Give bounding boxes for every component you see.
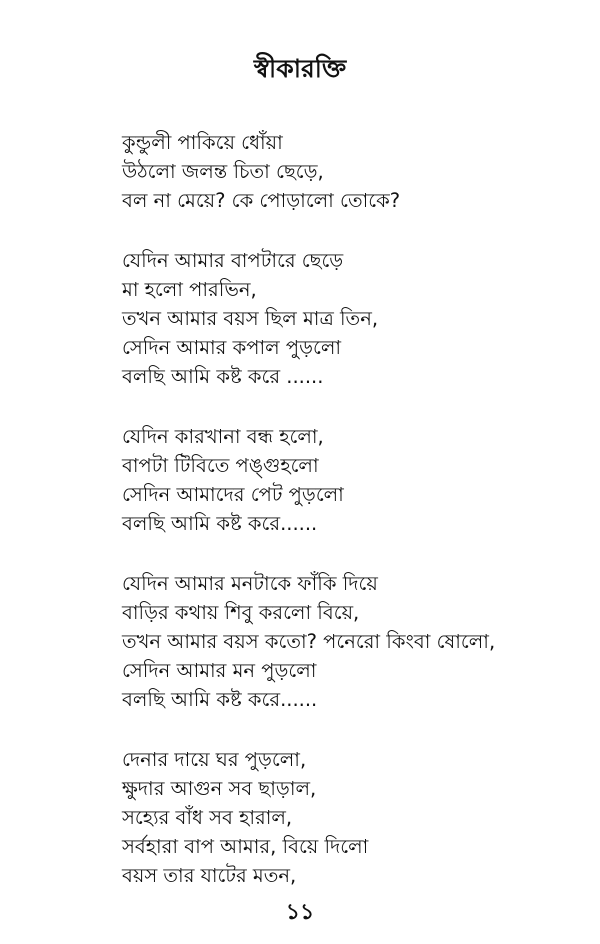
poem-title: স্বীকারক্তি <box>253 54 347 83</box>
poem-line: সর্বহারা বাপ আমার, বিয়ে দিলো <box>122 835 369 858</box>
stanza <box>122 128 582 215</box>
poem-line: যেদিন আমার বাপটারে ছেড়ে <box>122 249 344 272</box>
poem-line: উঠলো জলন্ত চিতা ছেড়ে, <box>122 160 324 183</box>
poem-line: বয়স তার যাটের মতন, <box>122 864 297 887</box>
poem-line: বলছি আমি কষ্ট করে ...... <box>122 365 324 388</box>
poem-line: সহ্যের বাঁধ সব হারাল, <box>122 806 293 829</box>
poem-line: তখন আমার বয়স ছিল মাত্র তিন, <box>122 307 379 330</box>
stanza <box>122 422 582 538</box>
poem-line: বাড়ির কথায় শিবু করলো বিয়ে, <box>122 601 360 624</box>
poem-body <box>122 128 582 921</box>
poem-line: কুন্ডুলী পাকিয়ে ধোঁয়া <box>122 131 283 154</box>
poem-line: সেদিন আমার মন পুড়লো <box>122 659 317 682</box>
stanza <box>122 569 582 714</box>
stanza <box>122 745 582 890</box>
page-number: ১১ <box>285 900 315 925</box>
poem-line: বলছি আমি কষ্ট করে...... <box>122 512 318 535</box>
poem-line: বল না মেয়ে? কে পোড়ালো তোকে? <box>122 189 401 212</box>
poem-line: যেদিন আমার মনটাকে ফাঁকি দিয়ে <box>122 572 378 595</box>
poem-line: সেদিন আমাদের পেট পুড়লো <box>122 483 344 506</box>
poem-line: দেনার দায়ে ঘর পুড়লো, <box>122 748 307 771</box>
poem-line: বাপটা টিবিতে পঙ্গুহলো <box>122 454 319 477</box>
poem-line: যেদিন কারখানা বন্ধ হলো, <box>122 425 324 448</box>
stanza <box>122 246 582 391</box>
poem-line: তখন আমার বয়স কতো? পনেরো কিংবা ষোলো, <box>122 630 496 653</box>
poem-line: মা হলো পারভিন, <box>122 278 257 301</box>
poem-line: ক্ষুদার আগুন সব ছাড়াল, <box>122 777 317 800</box>
poem-line: বলছি আমি কষ্ট করে...... <box>122 688 318 711</box>
poem-line: সেদিন আমার কপাল পুড়লো <box>122 336 342 359</box>
